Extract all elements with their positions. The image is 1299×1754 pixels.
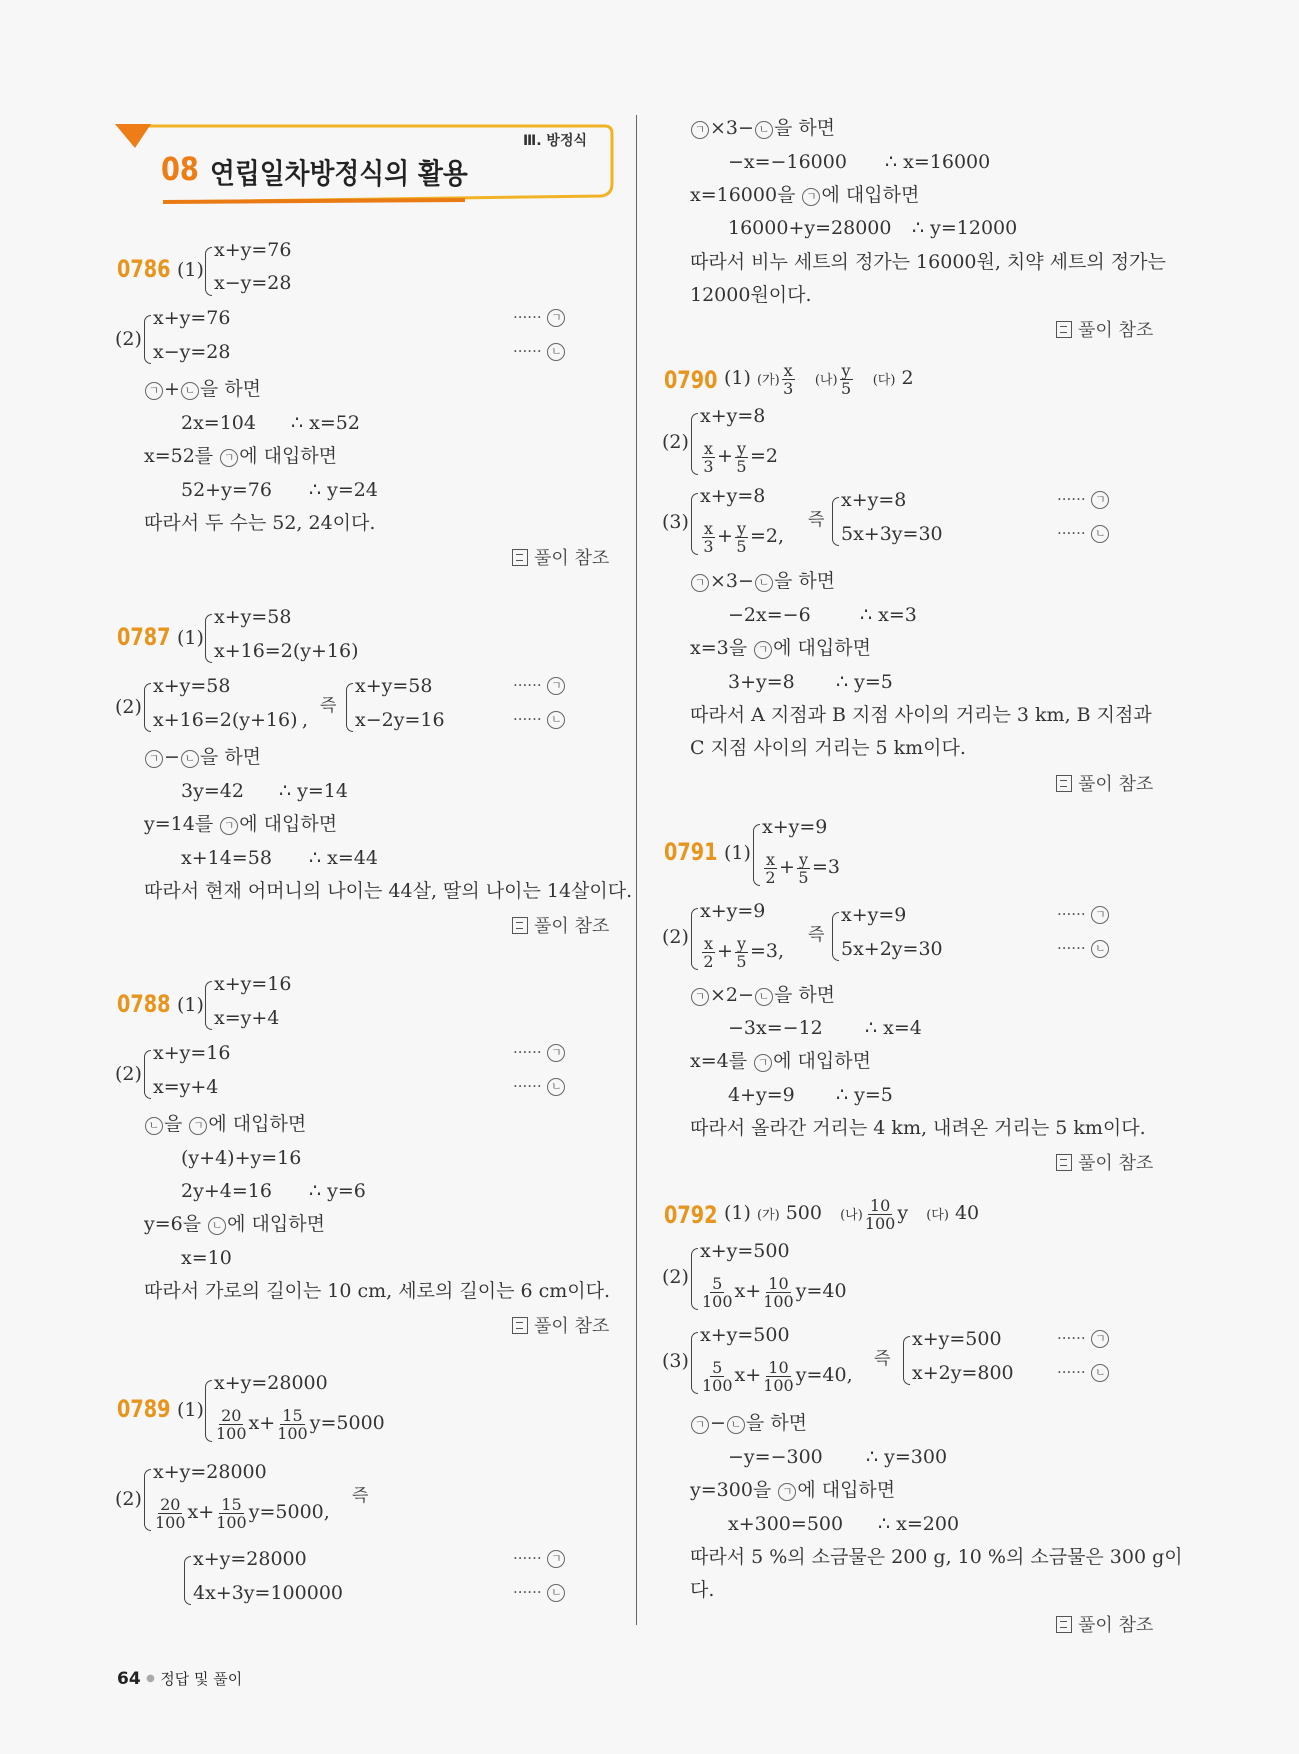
brace [691, 413, 698, 475]
step-text: x=16000을 [690, 184, 796, 206]
equation: x+y=500 [912, 1328, 1002, 1350]
equation: 3y=42 [181, 780, 244, 802]
circled-marker: ㄱ [691, 1416, 709, 1434]
note-icon [1056, 1616, 1072, 1633]
sub-label: (3) [662, 511, 689, 533]
step-text: 을 하면 [773, 117, 836, 139]
brace [346, 683, 353, 732]
equation-fraction: $\frac{20}{100}$ x+ $\frac{15}{100}$ y=5000 [216, 1405, 385, 1443]
circled-marker: ㄱ [754, 641, 772, 659]
conclusion: 따라서 올라간 거리는 4 km, 내려온 거리는 5 km이다. [690, 1117, 1146, 1139]
sub-label: (2) [115, 1488, 142, 1510]
sub-label: (2) [662, 1266, 689, 1288]
operator: ×3− [710, 570, 754, 592]
brace [144, 683, 151, 732]
dots: ······ [1057, 1329, 1086, 1347]
sub-label: (1) [177, 994, 204, 1016]
equation: 2y+4=16 [181, 1180, 272, 1202]
answer-line: (1) (가) 500 (나) $\frac{10}{100}$ y (다) 40 [724, 1195, 980, 1233]
brace [691, 1248, 698, 1310]
see-solution-ref: 풀이 참조 [1056, 770, 1153, 796]
step-text: 을 하면 [745, 1412, 808, 1434]
equation-fraction: $\frac{x}{3}$ + $\frac{y}{5}$ =2, [703, 518, 785, 556]
problem-number: 0792 [664, 1201, 718, 1229]
section-label: Ⅲ. 방정식 [523, 133, 587, 149]
step-text: 에 대입하면 [773, 1050, 871, 1072]
equation: 5x+3y=30 [841, 523, 943, 545]
brace [691, 908, 698, 970]
equation: x+y=8 [700, 405, 766, 427]
step-text: 을 하면 [199, 746, 262, 768]
equation: x−2y=16 [355, 709, 445, 731]
circled-marker: ㄱ [189, 1117, 207, 1135]
sub-label: (2) [662, 431, 689, 453]
sub-label: (1) [177, 259, 204, 281]
dots: ······ [1057, 905, 1086, 923]
circled-marker: ㄱ [1091, 1330, 1109, 1348]
equation-fraction: $\frac{x}{2}$ + $\frac{y}{5}$ =3 [765, 849, 841, 887]
step-text: y=300을 [690, 1479, 772, 1501]
see-solution-ref: 풀이 참조 [512, 912, 609, 938]
circled-marker: ㄱ [778, 1483, 796, 1501]
circled-marker: ㄱ [1091, 491, 1109, 509]
result: ∴ y=5 [836, 671, 893, 693]
conclusion: 따라서 5 %의 소금물은 200 g, 10 %의 소금물은 300 g이 [690, 1546, 1183, 1568]
namely-label: 즉 [352, 1486, 369, 1506]
note-icon [1056, 1154, 1072, 1171]
namely-label: 즉 [808, 925, 825, 945]
equation: x+y=9 [700, 900, 766, 922]
equation: x+y=9 [762, 816, 828, 838]
step-text: x=3을 [690, 637, 748, 659]
brace [144, 1469, 151, 1531]
conclusion: C 지점 사이의 거리는 5 km이다. [690, 737, 966, 759]
see-solution-ref: 풀이 참조 [512, 544, 609, 570]
see-solution-ref: 풀이 참조 [1056, 316, 1153, 342]
equation: 2x=104 [181, 412, 256, 434]
equation: x+y=500 [700, 1240, 790, 1262]
note-icon [512, 917, 528, 934]
step-text: 에 대입하면 [773, 637, 871, 659]
circled-marker: ㄱ [691, 574, 709, 592]
problem-number: 0789 [117, 1395, 171, 1423]
equation: (y+4)+y=16 [181, 1147, 302, 1169]
equation: x−y=28 [153, 341, 231, 363]
result: ∴ x=52 [291, 412, 360, 434]
step-text: x=4를 [690, 1050, 748, 1072]
brace [903, 1336, 910, 1385]
circled-marker: ㄴ [1091, 940, 1109, 958]
equation: x+y=58 [355, 675, 433, 697]
conclusion: 따라서 두 수는 52, 24이다. [144, 512, 376, 534]
circled-marker: ㄴ [755, 121, 773, 139]
sub-label: (2) [115, 328, 142, 350]
step-text: 을 하면 [773, 984, 836, 1006]
dots: ······ [513, 710, 542, 728]
note-icon [1056, 775, 1072, 792]
result: ∴ y=300 [866, 1446, 948, 1468]
footer-separator: ● [146, 1673, 155, 1684]
step-text: 을 하면 [773, 570, 836, 592]
step-text: 에 대입하면 [227, 1213, 325, 1235]
equation: x+y=16 [153, 1042, 231, 1064]
see-solution-ref: 풀이 참조 [512, 1312, 609, 1338]
operator: ×3− [710, 117, 754, 139]
dots: ······ [513, 308, 542, 326]
comma: , [302, 709, 309, 731]
circled-marker: ㄱ [547, 309, 565, 327]
dots: ······ [513, 676, 542, 694]
circled-marker: ㄴ [145, 1117, 163, 1135]
equation: x−y=28 [214, 272, 292, 294]
circled-marker: ㄴ [547, 711, 565, 729]
result: ∴ x=4 [865, 1017, 922, 1039]
circled-marker: ㄱ [691, 988, 709, 1006]
result: ∴ x=200 [878, 1513, 960, 1535]
dots: ······ [513, 1043, 542, 1061]
result: ∴ x=16000 [885, 151, 991, 173]
problem-number: 0791 [664, 838, 718, 866]
note-icon [512, 1317, 528, 1334]
step-text: x=52를 [144, 445, 214, 467]
equation-fraction: $\frac{5}{100}$ x+ $\frac{10}{100}$ y=40, [702, 1357, 853, 1395]
conclusion: 12000원이다. [690, 284, 812, 306]
equation: x+y=58 [214, 606, 292, 628]
brace [205, 614, 212, 663]
equation: 4+y=9 [728, 1084, 795, 1106]
note-icon [1056, 321, 1072, 338]
equation: x+y=28000 [193, 1548, 307, 1570]
conclusion: 따라서 비누 세트의 정가는 16000원, 치약 세트의 정가는 [690, 251, 1166, 273]
circled-marker: ㄱ [547, 1044, 565, 1062]
equation: x+y=76 [153, 307, 231, 329]
equation: x+y=9 [841, 904, 907, 926]
see-solution-ref: 풀이 참조 [1056, 1149, 1153, 1175]
problem-number: 0790 [664, 366, 718, 394]
equation: −2x=−6 [728, 604, 811, 626]
brace [144, 315, 151, 364]
circled-marker: ㄴ [755, 988, 773, 1006]
sub-label: (2) [662, 926, 689, 948]
circled-marker: ㄴ [181, 750, 199, 768]
conclusion: 따라서 A 지점과 B 지점 사이의 거리는 3 km, B 지점과 [690, 704, 1152, 726]
brace [205, 981, 212, 1030]
result: ∴ y=12000 [912, 217, 1018, 239]
result: ∴ x=44 [309, 847, 378, 869]
dots: ······ [513, 1549, 542, 1567]
page-number: 64 [117, 1669, 141, 1689]
operator: + [164, 378, 180, 400]
equation: x+2y=800 [912, 1362, 1014, 1384]
brace [205, 247, 212, 296]
dots: ······ [513, 342, 542, 360]
result: ∴ y=14 [279, 780, 348, 802]
equation: x=y+4 [153, 1076, 219, 1098]
equation: −x=−16000 [728, 151, 847, 173]
step-text: 을 [164, 1113, 183, 1135]
equation: 5x+2y=30 [841, 938, 943, 960]
operator: − [164, 746, 180, 768]
sub-label: (3) [662, 1350, 689, 1372]
step-text: 에 대입하면 [239, 445, 338, 467]
equation: −y=−300 [728, 1446, 823, 1468]
equation: x=y+4 [214, 1007, 280, 1029]
step-text: 을 하면 [199, 378, 262, 400]
equation: x+y=8 [841, 489, 907, 511]
conclusion: 따라서 현재 어머니의 나이는 44살, 딸의 나이는 14살이다. [144, 880, 633, 902]
dots: ······ [513, 1077, 542, 1095]
problem-number: 0786 [117, 255, 171, 283]
step-text: 에 대입하면 [208, 1113, 307, 1135]
dots: ······ [1057, 524, 1086, 542]
circled-marker: ㄱ [754, 1054, 772, 1072]
circled-marker: ㄴ [727, 1416, 745, 1434]
circled-marker: ㄴ [208, 1217, 226, 1235]
chapter-number: 08 [161, 150, 199, 188]
conclusion: 따라서 가로의 길이는 10 cm, 세로의 길이는 6 cm이다. [144, 1280, 610, 1302]
circled-marker: ㄴ [181, 382, 199, 400]
brace [691, 1332, 698, 1394]
sub-label: (1) [177, 627, 204, 649]
result: ∴ y=5 [836, 1084, 893, 1106]
circled-marker: ㄱ [691, 121, 709, 139]
equation: x+14=58 [181, 847, 272, 869]
brace [832, 497, 839, 546]
namely-label: 즉 [320, 696, 337, 716]
equation: x+y=28000 [214, 1372, 328, 1394]
answer-line: (1) (가) $\frac{x}{3}$ (나) $\frac{y}{5}$ (다) 2 [724, 360, 914, 398]
equation: −3x=−12 [728, 1017, 823, 1039]
footer-label: 정답 및 풀이 [160, 1670, 243, 1688]
chapter-title: 연립일차방정식의 활용 [210, 157, 468, 190]
see-solution-ref: 풀이 참조 [1056, 1611, 1153, 1637]
brace [832, 912, 839, 961]
equation: x=10 [181, 1247, 232, 1269]
operator: − [710, 1412, 726, 1434]
circled-marker: ㄱ [145, 750, 163, 768]
dots: ······ [1057, 1363, 1086, 1381]
circled-marker: ㄱ [547, 1550, 565, 1568]
circled-marker: ㄴ [547, 343, 565, 361]
circled-marker: ㄱ [145, 382, 163, 400]
column-divider [636, 115, 637, 1625]
circled-marker: ㄱ [547, 677, 565, 695]
dots: ······ [1057, 939, 1086, 957]
result: ∴ y=6 [309, 1180, 366, 1202]
result: ∴ y=24 [309, 479, 378, 501]
step-text: y=14를 [144, 813, 214, 835]
namely-label: 즉 [874, 1349, 891, 1369]
step-text: 에 대입하면 [239, 813, 338, 835]
equation: x+16=2(y+16) [153, 709, 298, 731]
equation-fraction: $\frac{5}{100}$ x+ $\frac{10}{100}$ y=40 [702, 1273, 847, 1311]
namely-label: 즉 [808, 510, 825, 530]
step-text: y=6을 [144, 1213, 202, 1235]
sub-label: (2) [115, 1063, 142, 1085]
circled-marker: ㄱ [220, 817, 238, 835]
problem-number: 0788 [117, 990, 171, 1018]
problem-number: 0787 [117, 623, 171, 651]
sub-label: (1) [724, 842, 751, 864]
step-text: 에 대입하면 [797, 1479, 896, 1501]
circled-marker: ㄴ [547, 1584, 565, 1602]
equation: x+y=76 [214, 239, 292, 261]
equation: x+300=500 [728, 1513, 844, 1535]
equation-fraction: $\frac{x}{3}$ + $\frac{y}{5}$ =2 [703, 438, 779, 476]
equation: x+y=500 [700, 1324, 790, 1346]
circled-marker: ㄱ [802, 188, 820, 206]
sub-label: (2) [115, 696, 142, 718]
conclusion: 다. [690, 1579, 715, 1601]
result: ∴ x=3 [860, 604, 917, 626]
circled-marker: ㄱ [220, 449, 238, 467]
brace [691, 493, 698, 555]
equation-fraction: $\frac{20}{100}$ x+ $\frac{15}{100}$ y=5000, [155, 1494, 330, 1532]
equation: x+y=16 [214, 973, 292, 995]
circled-marker: ㄴ [1091, 1364, 1109, 1382]
equation: x+y=8 [700, 485, 766, 507]
brace [205, 1380, 212, 1442]
equation: x+y=58 [153, 675, 231, 697]
circled-marker: ㄴ [755, 574, 773, 592]
brace [144, 1050, 151, 1099]
note-icon [512, 549, 528, 566]
sub-label: (1) [177, 1399, 204, 1421]
circled-marker: ㄴ [1091, 525, 1109, 543]
equation: 4x+3y=100000 [193, 1582, 343, 1604]
operator: ×2− [710, 984, 754, 1006]
circled-marker: ㄱ [1091, 906, 1109, 924]
equation: x+y=28000 [153, 1461, 267, 1483]
equation: 3+y=8 [728, 671, 795, 693]
brace [184, 1556, 191, 1605]
dots: ······ [513, 1583, 542, 1601]
dots: ······ [1057, 490, 1086, 508]
equation: 16000+y=28000 [728, 217, 892, 239]
step-text: 에 대입하면 [821, 184, 920, 206]
equation: x+16=2(y+16) [214, 640, 359, 662]
page-footer [117, 1668, 242, 1689]
brace [753, 824, 760, 886]
equation: 52+y=76 [181, 479, 272, 501]
circled-marker: ㄴ [547, 1078, 565, 1096]
equation-fraction: $\frac{x}{2}$ + $\frac{y}{5}$ =3, [703, 933, 785, 971]
